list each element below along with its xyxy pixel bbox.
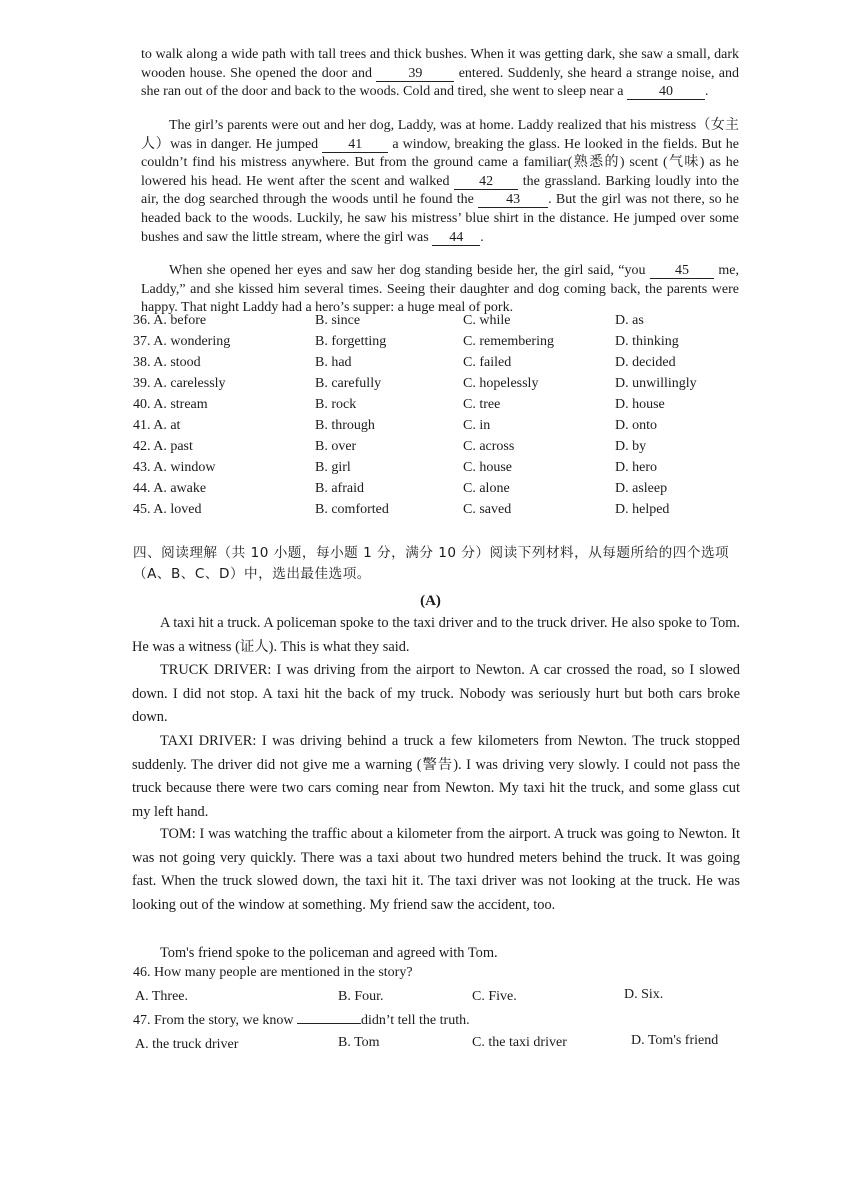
option-d: D. helped <box>615 502 670 517</box>
option-b: B. since <box>315 313 361 328</box>
blank-41: 41 <box>322 137 388 153</box>
option-d: D. unwillingly <box>615 376 697 391</box>
cloze-text: the grassland. Barking loudly into the air, the dog searched through the woods until he found the <box>141 173 740 208</box>
question-46: 46. How many people are mentioned in the story? <box>133 965 413 980</box>
option-a: 36. A. before <box>133 313 207 328</box>
option-row-44 <box>133 481 773 501</box>
reading-paragraph-4: TOM: I was watching the traffic about a kilometer from the airport. A truck was going to Newton. It was not going very quickly. There was a taxi about two hundred meters behind the truck. It was going fast. When the truck slowed down, the taxi hit it. The taxi driver was not looking at the truck. He was looking out of the window at something. My friend saw the accident, too. <box>132 826 740 913</box>
option-a: 45. A. loved <box>133 502 202 517</box>
option-a: 39. A. carelessly <box>133 376 226 391</box>
option-c: C. tree <box>463 397 501 412</box>
section-heading: 四、阅读理解（共 10 小题，每小题 1 分，满分 10 分）阅读下列材料，从每题所给的四个选项（A、B、C、D）中，选出最佳选项。 <box>133 545 730 582</box>
q46-option-c: C. Five. <box>472 989 517 1004</box>
blank-42: 42 <box>454 174 518 190</box>
blank-45: 45 <box>650 263 714 279</box>
option-d: D. by <box>615 439 647 454</box>
option-a: 37. A. wondering <box>133 334 231 349</box>
option-row-37 <box>133 334 773 354</box>
option-c: C. remembering <box>463 334 554 349</box>
option-c: C. hopelessly <box>463 376 539 391</box>
reading-paragraph-3: TAXI DRIVER: I was driving behind a truck a few kilometers from Newton. The truck stopped suddenly. The driver did not give me a warning (警告). I was driving very slowly. I could not pass the truck because there were two cars coming near from Newton. My taxi hit the truck, and some glass cut my left hand. <box>132 733 740 820</box>
blank-47 <box>297 1023 361 1024</box>
reading-paragraph-1: A taxi hit a truck. A policeman spoke to the taxi driver and to the truck driver. He also spoke to Tom. He was a witness (证人). This is what they said. <box>132 615 740 655</box>
option-a: 43. A. window <box>133 460 216 475</box>
cloze-paragraph-2: The girl’s parents were out and her dog, Laddy, was at home. Laddy realized that his mistress（女主人）was in danger. He jumped 41 a window, breaking the glass. He looked in the fields. But he couldn’t find his mistress anywhere. But from the ground came a familiar(熟悉的) scent (气味) as he lowered his head. He went after the scent and walked 42 the grassland. Barking loudly into the air, the dog searched through the woods until he found the 43 . But the girl was not there, so he headed back to the woods. Luckily, he saw his mistress’ blue shirt in the distance. He jumped over some bushes and saw the little stream, where the girl was 44 . <box>141 118 740 245</box>
option-b: B. comforted <box>315 502 389 517</box>
option-row-38 <box>133 355 773 375</box>
cloze-text: . But the girl was not there, so he headed back to the woods. Luckily, he saw his mistress’ blue shirt in the distance. He jumped over some bushes and saw the little stream, where the girl was <box>141 192 740 245</box>
option-a: 41. A. at <box>133 418 181 433</box>
cloze-text: me, Laddy,” and she kissed him several times. Seeing their daughter and dog coming back, the parents were happy. That night Laddy had a hero’s supper: a huge meal of pork. <box>141 263 739 316</box>
blank-44: 44 <box>432 230 480 246</box>
option-d: D. thinking <box>615 334 679 349</box>
option-c: C. alone <box>463 481 510 496</box>
option-row-36 <box>133 313 773 333</box>
cloze-paragraph-1: to walk along a wide path with tall trees and thick bushes. When it was getting dark, she saw a small, dark wooden house. She opened the door and 39 entered. Suddenly, she heard a strange noise, and she ran out of the door and back to the woods. Cold and tired, she went to sleep near a 40 . <box>141 47 740 100</box>
cloze-text: a window, breaking the glass. He looked in the fields. But he couldn’t find his mistress anywhere. But from the ground came a familiar(熟悉的) scent (气味) as he lowered his head. He went after the scent and walked <box>141 136 740 189</box>
option-a: 44. A. awake <box>133 481 207 496</box>
option-d: D. decided <box>615 355 676 370</box>
q47-option-d: D. Tom's friend <box>631 1033 719 1048</box>
option-b: B. had <box>315 355 352 370</box>
blank-39: 39 <box>376 66 454 82</box>
option-b: B. girl <box>315 460 351 475</box>
reading-paragraph-5: Tom's friend spoke to the policeman and agreed with Tom. <box>160 945 498 961</box>
option-c: C. in <box>463 418 491 433</box>
option-d: D. as <box>615 313 644 328</box>
option-a: 38. A. stood <box>133 355 201 370</box>
q46-option-b: B. Four. <box>338 989 384 1004</box>
option-b: B. over <box>315 439 357 454</box>
option-b: B. forgetting <box>315 334 387 349</box>
q46-option-a: A. Three. <box>135 989 188 1004</box>
option-d: D. asleep <box>615 481 668 496</box>
blank-40: 40 <box>627 84 705 100</box>
option-row-43 <box>133 460 773 480</box>
cloze-text: to walk along a wide path with tall trees and thick bushes. When it was getting dark, she saw a small, dark wooden house. She opened the door and <box>141 47 739 81</box>
option-row-42 <box>133 439 773 459</box>
cloze-text: When she opened her eyes and saw her dog standing beside her, the girl said, “you <box>169 263 646 278</box>
option-b: B. afraid <box>315 481 364 496</box>
q47-option-c: C. the taxi driver <box>472 1035 567 1050</box>
cloze-text: entered. Suddenly, she heard a strange noise, and she ran out of the door and back to the woods. Cold and tired, she went to sleep near a <box>141 65 740 100</box>
option-d: D. house <box>615 397 665 412</box>
option-d: D. hero <box>615 460 657 475</box>
q46-option-d: D. Six. <box>624 987 664 1002</box>
option-row-40 <box>133 397 773 417</box>
reading-paragraph-2: TRUCK DRIVER: I was driving from the airport to Newton. A car crossed the road, so I slowed down. I did not stop. A taxi hit the back of my truck. Nobody was seriously hurt but both cars broke down. <box>132 662 740 726</box>
option-row-45 <box>133 502 773 522</box>
option-a: 40. A. stream <box>133 397 208 412</box>
option-a: 42. A. past <box>133 439 193 454</box>
q47-option-b: B. Tom <box>338 1035 380 1050</box>
blank-43: 43 <box>478 192 548 208</box>
option-c: C. failed <box>463 355 512 370</box>
section-label: (A) <box>420 593 441 609</box>
option-row-39 <box>133 376 773 396</box>
option-c: C. house <box>463 460 512 475</box>
option-d: D. onto <box>615 418 657 433</box>
cloze-paragraph-3 <box>141 262 739 318</box>
option-row-41 <box>133 418 773 438</box>
cloze-text: The girl’s parents were out and her dog, Laddy, was at home. Laddy realized that his mistress（女主人）was in danger. He jumped <box>141 118 739 152</box>
q47-option-a: A. the truck driver <box>135 1037 239 1052</box>
option-b: B. rock <box>315 397 357 412</box>
option-c: C. saved <box>463 502 512 517</box>
option-c: C. while <box>463 313 511 328</box>
option-c: C. across <box>463 439 515 454</box>
option-b: B. carefully <box>315 376 382 391</box>
question-47: 47. From the story, we know didn’t tell the truth. <box>133 1013 470 1028</box>
option-b: B. through <box>315 418 375 433</box>
